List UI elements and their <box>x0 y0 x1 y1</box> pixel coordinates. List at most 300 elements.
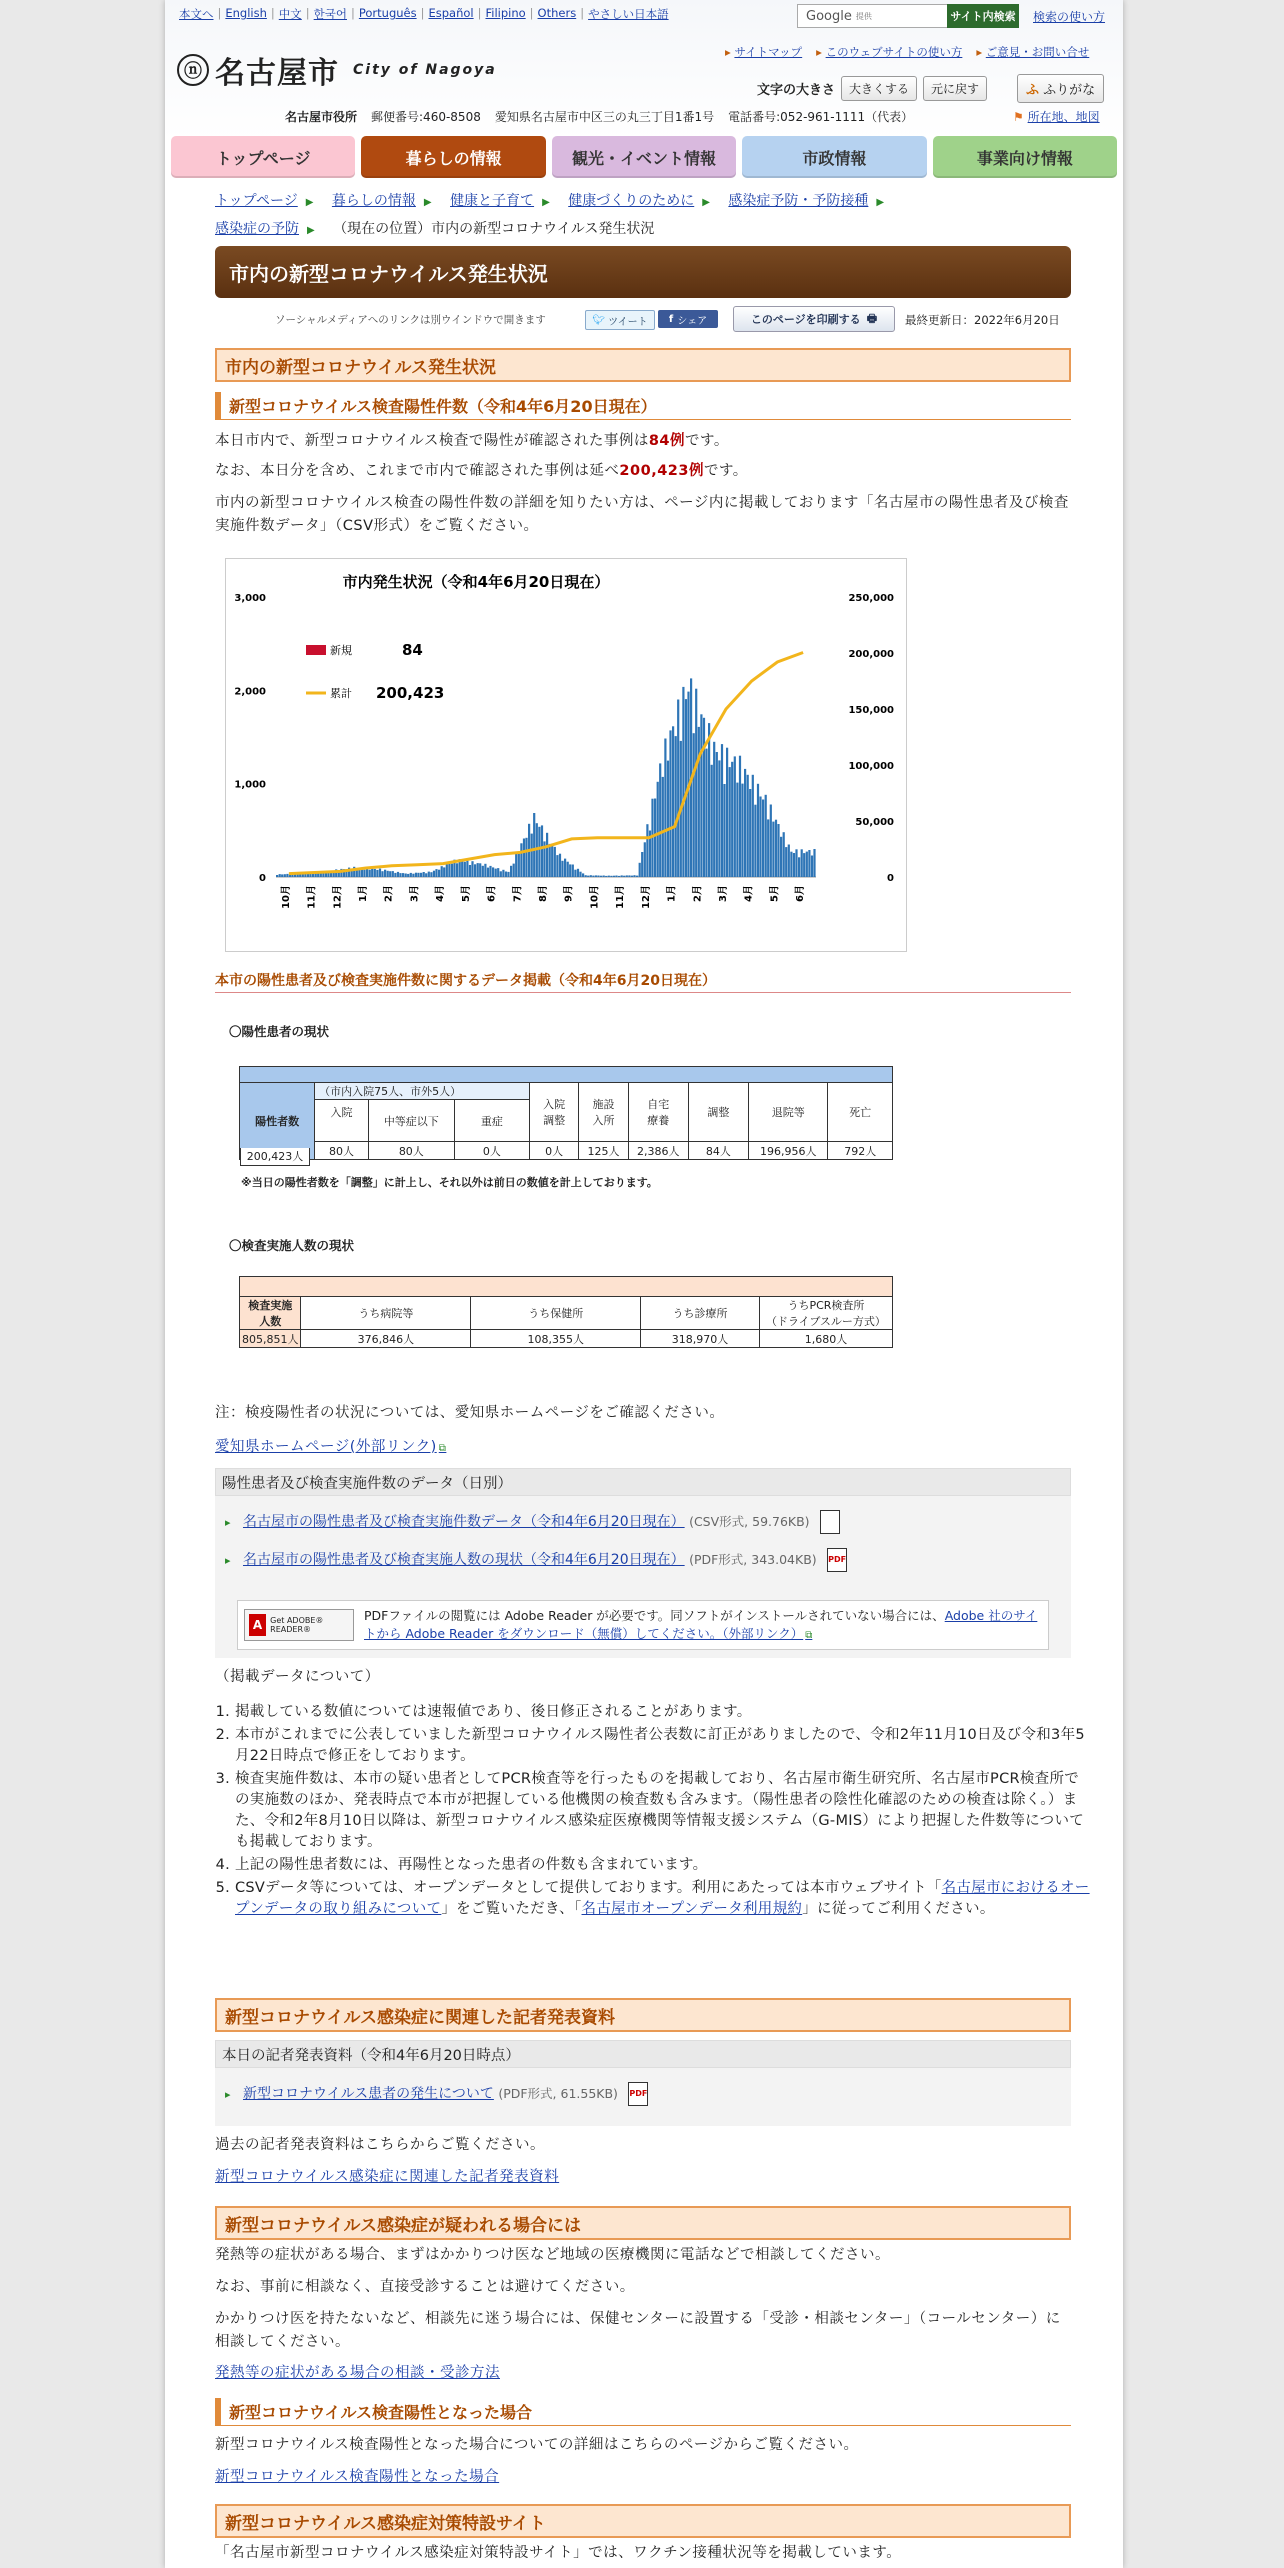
chart-bar <box>801 849 803 877</box>
google-sub: 提供 <box>855 11 872 21</box>
notes-title: （掲載データについて） <box>215 1669 380 1685</box>
nav-tourism[interactable]: 観光・イベント情報 <box>552 136 736 178</box>
adobe-download-link[interactable]: Adobe 社のサイトから Adobe Reader をダウンロード（無償）してください。（外部リンク） ⧉ <box>364 1608 1037 1641</box>
press-past-wrap <box>215 2166 1071 2189</box>
chart-bar <box>438 870 440 877</box>
printer-icon: 🖶 <box>866 311 878 325</box>
text: です。 <box>685 433 729 449</box>
discharged-label: 退院等 <box>749 1083 828 1142</box>
text: 」をご覧いただき、「 <box>441 1901 582 1917</box>
chart-bar <box>489 866 491 877</box>
separator: | <box>420 6 425 20</box>
patients-table <box>239 1066 893 1160</box>
nav-top[interactable]: トップページ <box>171 136 355 178</box>
file-meta: (PDF形式, 343.04KB) <box>689 1552 817 1567</box>
chart-bar <box>790 852 792 877</box>
death-value: 792人 <box>828 1142 893 1160</box>
tests-total-label: 検査実施 人数 <box>240 1297 301 1330</box>
furigana-button[interactable] <box>1017 74 1104 103</box>
open-data-terms-link[interactable]: 名古屋市オープンデータ利用規約 <box>581 1901 803 1917</box>
tests-table <box>239 1276 893 1348</box>
case-chart <box>226 559 906 951</box>
chart-bar <box>639 863 641 877</box>
x-tick-label: 6月 <box>486 885 498 902</box>
chart-bar <box>780 837 782 877</box>
chart-bar <box>541 825 543 877</box>
chart-bar <box>531 834 533 877</box>
paragraph: 新型コロナウイルス検査陽性となった場合についての詳細はこちらのページからご覧ください。 <box>215 2437 859 2453</box>
tests-pcr-value: 1,680人 <box>759 1330 892 1348</box>
breadcrumb-link[interactable]: 暮らしの情報 <box>331 193 416 209</box>
chart-bar <box>747 775 749 877</box>
chart-bar <box>783 832 785 877</box>
chart-bar <box>461 861 463 877</box>
chart-bar <box>523 839 525 878</box>
discharged-value: 196,956人 <box>749 1142 828 1160</box>
adjusting-label: 調整 <box>688 1083 748 1142</box>
chart-bar <box>546 833 548 877</box>
chart-bar <box>626 875 628 877</box>
x-tick-label: 1月 <box>358 885 369 902</box>
x-tick-label: 10月 <box>589 885 601 909</box>
breadcrumb-link[interactable]: 感染症予防・予防接種 <box>728 193 869 209</box>
location-link-wrap <box>1013 108 1100 125</box>
last-updated: 最終更新日：2022年6月20日 <box>905 313 1060 327</box>
site-logo[interactable] <box>177 48 497 92</box>
chart-bar <box>682 687 684 877</box>
table-note: ※当日の陽性者数を「調整」に計上し、それ以外は前日の数値を計上しております。 <box>241 1176 658 1189</box>
chart-bar <box>379 869 381 877</box>
lang-link[interactable]: 本文へ <box>179 7 214 21</box>
breadcrumb-arrow-icon: ▶ <box>542 197 550 208</box>
font-size-label: 文字の大きさ <box>757 83 836 98</box>
chart-bar <box>495 869 497 877</box>
y-left-tick-label: 1,000 <box>234 779 266 791</box>
y-left-tick-label: 2,000 <box>234 686 266 698</box>
pdf-download-item <box>225 1548 847 1572</box>
facebook-icon: f <box>668 313 674 325</box>
chart-bar <box>441 866 443 877</box>
nav-business[interactable]: 事業向け情報 <box>933 136 1117 178</box>
address: 愛知県名古屋市中区三の丸三丁目1番1号 <box>494 110 715 124</box>
csv-download-link[interactable]: 名古屋市の陽性患者及び検査実施件数データ（令和4年6月20日現在） <box>242 1514 685 1530</box>
location-link[interactable]: 所在地、地図 <box>1027 110 1100 124</box>
x-tick-label: 2月 <box>692 885 704 902</box>
press-past-text: 過去の記者発表資料はこちらからご覧ください。 <box>215 2137 545 2153</box>
lang-link[interactable]: Others <box>537 6 577 20</box>
breadcrumb-arrow-icon: ▶ <box>307 225 315 236</box>
chart-bar <box>739 756 741 877</box>
chart-bar <box>669 730 671 877</box>
site-search-button[interactable]: サイト内検索 <box>947 4 1019 28</box>
chart-bar <box>592 876 594 877</box>
share-label: シェア <box>677 315 708 327</box>
text: なお、本日分を含め、これまで市内で確認された事例は延べ <box>215 463 620 479</box>
social-note: ソーシャルメディアへのリンクは別ウインドウで開きます <box>275 314 546 326</box>
chart-bar <box>549 844 551 877</box>
paragraph <box>215 430 1071 453</box>
chart-bar <box>664 739 666 878</box>
y-right-tick-label: 250,000 <box>848 593 894 604</box>
facebook-share-button[interactable] <box>658 310 718 328</box>
chart-bar <box>785 847 787 877</box>
data-section-title: 本市の陽性患者及び検査実施件数に関するデータ掲載（令和4年6月20日現在） <box>215 970 1071 993</box>
y-left-tick-label: 0 <box>259 873 266 884</box>
y-left-tick-label: 3,000 <box>234 593 266 604</box>
separator: | <box>477 6 482 20</box>
google-logo: Google <box>806 8 852 24</box>
chart-bar <box>448 863 450 877</box>
chart-bar <box>474 864 476 877</box>
chart-bar <box>433 871 435 877</box>
chart-bar <box>757 784 759 877</box>
tests-health-value: 108,355人 <box>471 1330 641 1348</box>
breadcrumb-link[interactable]: トップページ <box>215 193 298 209</box>
chart-bar <box>423 872 425 877</box>
chart-bar <box>585 875 587 877</box>
press-past-link[interactable]: 新型コロナウイルス感染症に関連した記者発表資料 <box>215 2169 560 2185</box>
font-bigger-button[interactable]: 大きくする <box>841 76 917 101</box>
chart-bar <box>456 863 458 877</box>
chart-bar <box>520 843 522 877</box>
howto-link[interactable]: このウェブサイトの使い方 <box>825 45 963 59</box>
adjusting-value: 84人 <box>688 1142 748 1160</box>
hospital-label: 入院 <box>315 1100 369 1142</box>
list-item <box>235 1878 1091 1920</box>
chart-bar <box>600 876 602 877</box>
chart-bar <box>487 868 489 877</box>
chart-bar <box>561 861 563 877</box>
chart-bar <box>559 854 561 877</box>
aichi-link-wrap <box>215 1436 1071 1460</box>
chart-bar <box>721 744 723 877</box>
adjusting-hospital-value: 0人 <box>529 1142 578 1160</box>
chart-bar <box>513 864 515 877</box>
x-tick-label: 12月 <box>332 885 344 909</box>
y-right-tick-label: 150,000 <box>848 705 894 716</box>
chart-bar <box>621 875 623 877</box>
chart-bar <box>803 853 805 877</box>
chart-bar <box>399 873 401 877</box>
logo-name: 名古屋市 <box>215 56 339 91</box>
facility-value: 125人 <box>579 1142 628 1160</box>
lang-link[interactable]: Português <box>358 6 417 20</box>
city-emblem-icon: ⓝ <box>177 54 209 86</box>
separator: | <box>350 6 355 20</box>
text: 」に従ってご利用ください。 <box>802 1901 995 1917</box>
hospital-value: 80人 <box>315 1142 369 1160</box>
get-adobe-reader-button[interactable] <box>244 1609 354 1641</box>
breadcrumb-arrow-icon: ▶ <box>423 197 432 208</box>
lang-link[interactable]: English <box>225 6 267 20</box>
paragraph: なお、事前に相談なく、直接受診することは避けてください。 <box>215 2279 635 2295</box>
chart-bar <box>369 870 371 877</box>
chart-bar <box>811 856 813 878</box>
chart-bar <box>618 876 620 877</box>
tests-pcr-label: うちPCR検査所 （ドライブスルー方式） <box>759 1297 892 1330</box>
chart-bar <box>435 869 437 877</box>
chart-bar <box>415 873 417 877</box>
suspect-link-wrap <box>215 2362 1071 2385</box>
x-tick-label: 11月 <box>615 885 627 909</box>
tweet-button[interactable] <box>585 310 655 330</box>
chart-bar <box>394 873 396 877</box>
chart-bar <box>469 865 471 877</box>
page-title: 市内の新型コロナウイルス発生状況 <box>215 246 1071 298</box>
chart-bar <box>770 805 772 878</box>
flag-icon: ⚑ <box>1013 110 1024 124</box>
utility-links <box>725 44 1089 60</box>
chart-bar <box>716 752 718 877</box>
chart-title: 市内発生状況（令和4年6月20日現在） <box>342 573 610 591</box>
csv-download-item <box>225 1510 840 1534</box>
chart-bar <box>412 874 414 877</box>
pdf-download-link[interactable]: 名古屋市の陽性患者及び検査実施人数の現状（令和4年6月20日現在） <box>242 1552 685 1568</box>
moderate-value: 80人 <box>368 1142 454 1160</box>
chart-bar <box>284 874 286 877</box>
chart-bar <box>492 867 494 877</box>
chart-bar <box>574 870 576 877</box>
language-links <box>175 6 673 22</box>
press-link[interactable]: 新型コロナウイルス患者の発生について <box>242 2086 494 2102</box>
x-tick-label: 1月 <box>666 885 678 902</box>
chart-bar <box>533 813 535 877</box>
chart-bar <box>736 783 738 877</box>
chart-bar <box>551 844 553 877</box>
adobe-icon: A <box>249 1614 266 1636</box>
adobe-text <box>364 1607 1040 1645</box>
chart-bar <box>471 861 473 877</box>
office-name: 名古屋市役所 <box>285 110 358 124</box>
chart-bar <box>374 869 376 877</box>
today-count: 84例 <box>648 433 686 449</box>
positive-link[interactable]: 新型コロナウイルス検査陽性となった場合 <box>215 2469 500 2485</box>
chart-bar <box>371 869 373 878</box>
print-button[interactable] <box>733 306 895 332</box>
chart-bar <box>693 733 695 877</box>
x-tick-label: 3月 <box>718 885 729 902</box>
chart-bar <box>749 789 751 877</box>
chart-bar <box>675 736 677 877</box>
chart-bar <box>741 784 743 877</box>
tests-health-label: うち保健所 <box>471 1297 641 1330</box>
text: です。 <box>703 463 748 479</box>
contact-link[interactable]: ご意見・お問い合せ <box>985 45 1090 59</box>
chart-bar <box>577 869 579 877</box>
tests-header-band <box>240 1277 893 1297</box>
pdf-file-icon: PDF <box>827 1548 847 1572</box>
chart-bar <box>507 872 509 877</box>
chart-bar <box>538 827 540 877</box>
chart-bar <box>597 876 599 878</box>
chart-bar <box>667 761 669 877</box>
table-header-band <box>240 1067 893 1083</box>
notes-list <box>215 1702 1091 1922</box>
chart-bar <box>430 872 432 877</box>
chart-bar <box>659 763 661 877</box>
list-item: 3. 検査実施件数は、本市の疑い患者としてPCR検査等を行ったものを掲載しており、名古屋市衛生研究所、名古屋市PCR検査所での実施数のほか、発表時点で本市が把握している他機関の検査数も含みます。（陽性患者の陰性化確認のための検査は除く。）また、令和2年8月10日以降は、新型コロナウイルス感染症医療機関等情報支援システム（G-MIS）により把握した件数等についても掲載しております。 <box>235 1769 1091 1853</box>
chart-bar <box>428 872 430 877</box>
font-size-controls <box>757 76 987 101</box>
chart-bar <box>564 859 566 877</box>
legend-label-new: 新規 <box>330 644 352 657</box>
paragraph: かかりつけ医を持たないなど、相談先に迷う場合には、保健センターに設置する「受診・相談センター」（コールセンター）に相談してください。 <box>215 2311 1061 2350</box>
chart-bar <box>402 873 404 877</box>
tests-subtitle: 〇検査実施人数の現状 <box>229 1238 355 1253</box>
lang-link[interactable]: Filipino <box>485 6 526 20</box>
x-tick-label: 9月 <box>563 885 575 902</box>
chart-bar <box>754 805 756 877</box>
chart-bar <box>590 875 592 877</box>
chart-bar <box>505 872 507 878</box>
x-tick-label: 12月 <box>640 885 652 909</box>
lang-link[interactable]: 中文 <box>278 7 302 21</box>
chart-bar <box>752 775 754 877</box>
separator: | <box>217 6 222 20</box>
x-tick-label: 4月 <box>743 885 755 902</box>
adobe-reader-box <box>237 1600 1049 1650</box>
chart-bar <box>705 749 707 877</box>
tweet-label: ツイート <box>608 316 648 328</box>
tests-total-value: 805,851人 <box>240 1330 301 1348</box>
death-label: 死亡 <box>828 1083 893 1142</box>
chart-bar <box>466 861 468 877</box>
chart-bar <box>387 871 389 877</box>
adobe-badge-text: Get ADOBE® READER® <box>270 1616 324 1634</box>
chart-bar <box>636 876 638 877</box>
breadcrumb-link[interactable]: 健康と子育て <box>450 193 535 209</box>
chart-bar <box>279 874 281 877</box>
chart-bar <box>579 872 581 877</box>
legend-value-cumulative: 200,423 <box>376 684 445 702</box>
chart-bar <box>420 873 422 877</box>
tests-clinic-value: 318,970人 <box>641 1330 760 1348</box>
section-heading: 市内の新型コロナウイルス発生状況 <box>215 348 1071 382</box>
nav-living[interactable]: 暮らしの情報 <box>361 136 545 178</box>
chart-bar <box>479 863 481 877</box>
separator: | <box>305 6 310 20</box>
chart-bar <box>484 864 486 877</box>
chart-bar <box>515 854 517 878</box>
home-care-value: 2,386人 <box>628 1142 688 1160</box>
tests-clinic-label: うち診療所 <box>641 1297 760 1330</box>
positive-heading: 新型コロナウイルス検査陽性となった場合 <box>215 2398 1071 2426</box>
legend-value-new: 84 <box>402 641 423 659</box>
chart-bar <box>286 874 288 877</box>
chart-bar <box>793 853 795 877</box>
chart-bar <box>569 864 571 877</box>
chart-bar <box>281 874 283 877</box>
breadcrumb <box>215 188 1075 244</box>
home-care-label: 自宅 療養 <box>628 1083 688 1142</box>
separator: | <box>270 6 275 20</box>
legend-swatch-new <box>306 645 326 655</box>
chart-bar <box>615 876 617 878</box>
chart-bar <box>765 795 767 877</box>
open-data-link[interactable]: 名古屋市におけるオープンデータの取り組みについて <box>235 1880 1090 1917</box>
x-tick-label: 7月 <box>512 885 524 902</box>
breadcrumb-arrow-icon: ▶ <box>876 197 885 208</box>
adjusting-hospital-label: 入院 調整 <box>529 1083 578 1142</box>
chart-bar <box>723 784 725 877</box>
aichi-link[interactable]: 愛知県ホームページ(外部リンク) ⧉ <box>215 1439 446 1455</box>
chart-bar <box>363 870 365 877</box>
x-tick-label: 5月 <box>460 885 472 902</box>
breadcrumb-link[interactable]: 感染症の予防 <box>215 221 299 237</box>
lang-link[interactable]: やさしい日本語 <box>588 7 669 21</box>
chart-bar <box>654 799 656 878</box>
x-tick-label: 6月 <box>795 885 807 902</box>
postal-code: 郵便番号:460-8508 <box>371 110 481 124</box>
x-tick-label: 11月 <box>306 885 318 909</box>
nav-city-admin[interactable]: 市政情報 <box>742 136 926 178</box>
sitemap-link[interactable]: サイトマップ <box>734 45 803 59</box>
paragraph: 市内の新型コロナウイルス検査の陽性件数の詳細を知りたい方は、ページ内に掲載しております「名古屋市の陽性患者及び検査実施件数データ」（CSV形式）をご覧ください。 <box>215 495 1069 534</box>
separator: | <box>580 6 585 20</box>
chart-bar <box>713 742 715 877</box>
chart-bar <box>644 842 646 877</box>
chart-bar <box>808 850 810 877</box>
lang-link[interactable]: Español <box>428 6 474 20</box>
chart-bar <box>525 838 527 877</box>
chart-bar <box>798 857 800 877</box>
chart-bar <box>788 845 790 878</box>
x-tick-label: 4月 <box>435 885 447 902</box>
consultation-link[interactable]: 発熱等の症状がある場合の相談・受診方法 <box>215 2365 500 2381</box>
chart-bar <box>641 852 643 877</box>
csv-file-icon <box>820 1510 840 1534</box>
chart-bar <box>477 863 479 877</box>
chart-bar <box>446 864 448 877</box>
font-reset-button[interactable]: 元に戻す <box>923 76 987 101</box>
chart-bar <box>554 847 556 877</box>
chart-bar <box>500 871 502 877</box>
chart-bar <box>700 714 702 877</box>
chart-bar <box>443 867 445 877</box>
search-help-link[interactable]: 検索の使い方 <box>1033 10 1106 24</box>
chart-container <box>225 558 907 952</box>
chart-bar <box>603 876 605 878</box>
chart-bar <box>582 873 584 877</box>
chart-bar <box>672 726 674 877</box>
chart-bar <box>417 873 419 877</box>
x-tick-label: 2月 <box>383 885 395 902</box>
severe-label: 重症 <box>454 1100 529 1142</box>
positive-value: 200,423人 <box>240 1148 310 1166</box>
y-right-tick-label: 50,000 <box>855 817 894 828</box>
phone: 電話番号:052-961-1111（代表） <box>728 110 914 124</box>
chart-bar <box>605 876 607 877</box>
chart-bar <box>767 819 769 877</box>
chart-bar <box>451 864 453 877</box>
chart-bar <box>425 873 427 877</box>
breadcrumb-arrow-icon: ▶ <box>702 197 710 208</box>
lang-link[interactable]: 한국어 <box>313 7 347 21</box>
chart-bar <box>806 852 808 877</box>
chart-bar <box>556 855 558 877</box>
chart-bar <box>384 870 386 877</box>
paragraph <box>215 460 1071 483</box>
chart-bar <box>677 700 679 878</box>
tests-hospital-label: うち病院等 <box>301 1297 471 1330</box>
chart-bar <box>726 748 728 877</box>
facility-label: 施設 入所 <box>579 1083 628 1142</box>
chart-bar <box>775 820 777 877</box>
chart-bar <box>646 824 648 877</box>
chart-bar <box>777 824 779 877</box>
total-count: 200,423例 <box>619 463 704 479</box>
breadcrumb-link[interactable]: 健康づくりのために <box>568 193 695 209</box>
